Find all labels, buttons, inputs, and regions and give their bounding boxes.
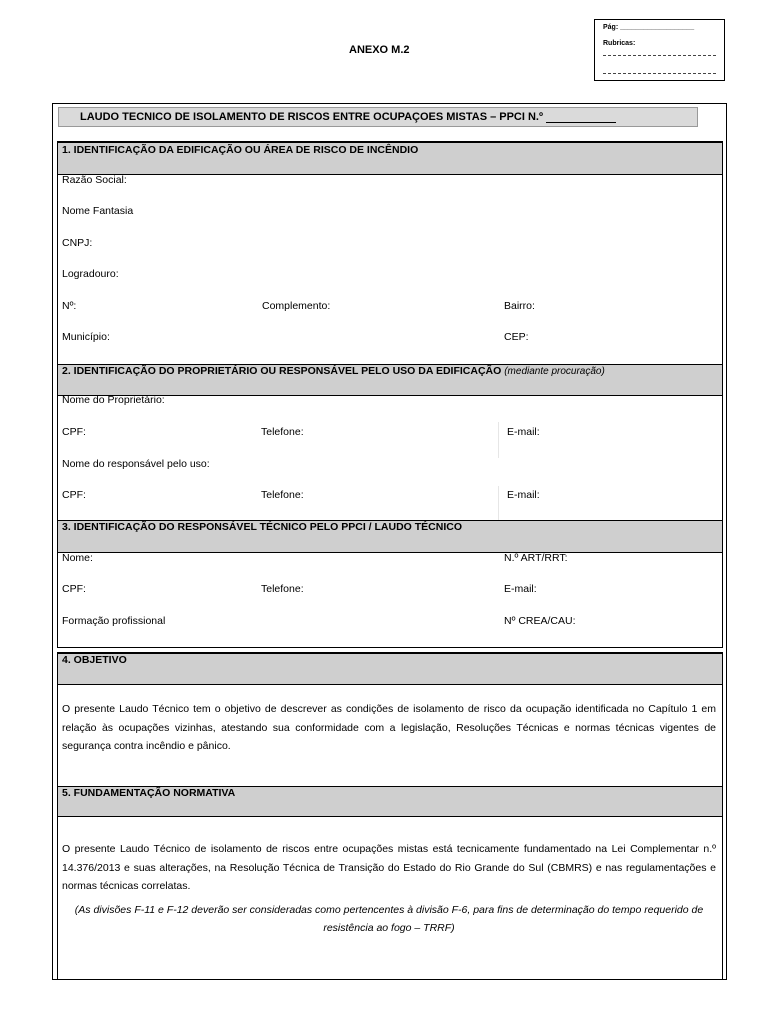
annex-title: ANEXO M.2 (349, 44, 410, 56)
razao-social-label: Razão Social: (62, 174, 127, 186)
telefone-proprietario-label: Telefone: (261, 426, 304, 438)
cpf-tecnico-label: CPF: (62, 583, 86, 595)
nome-responsavel-tecnico-label: Nome: (62, 552, 93, 564)
nome-fantasia-label: Nome Fantasia (62, 205, 134, 217)
page-stamp-box (594, 19, 725, 81)
rubricas-line-1 (603, 55, 716, 56)
section-3-header: 3. IDENTIFICAÇÃO DO RESPONSÁVEL TÉCNICO PELO PPCI / LAUDO TÉCNICO (58, 520, 722, 553)
section-2-header (58, 364, 722, 396)
cpf-proprietario-label: CPF: (62, 426, 86, 438)
section-5-header: 5. FUNDAMENTAÇÃO NORMATIVA (58, 786, 722, 817)
formacao-profissional-label: Formação profissional (62, 615, 166, 627)
bairro-label: Bairro: (504, 300, 535, 312)
email-proprietario-label: E-mail: (507, 426, 540, 438)
telefone-responsavel-label: Telefone: (261, 489, 304, 501)
crea-cau-label: Nº CREA/CAU: (504, 615, 576, 627)
email-responsavel-label: E-mail: (507, 489, 540, 501)
rubricas-label: Rubricas: (603, 40, 636, 47)
objetivo-text: O presente Laudo Técnico tem o objetivo de descrever as condições de isolamento de risco da ocupação identificada no Capítulo 1 em relação às ocupações vizinhas, atestando sua conformidade com a legislação, Resoluções Técnicas e normas técnicas vigentes de segurança contra incêndio e pânico. (62, 703, 716, 752)
section-1-header: 1. IDENTIFICAÇÃO DA EDIFICAÇÃO OU ÁREA DE RISCO DE INCÊNDIO (58, 142, 722, 175)
logradouro-label: Logradouro: (62, 268, 119, 280)
fundamentacao-text: O presente Laudo Técnico de isolamento de riscos entre ocupações mistas está tecnicamente fundamentado na Lei Complementar n.º 14.376/2013 e suas alterações, na Resolução Técnica de Transição do Estado do Rio Grande do Sul (CBMRS) e nas regulamentações e normas técnicas correlatas. (62, 843, 716, 892)
ppci-number-field[interactable] (546, 111, 616, 123)
email-tecnico-label: E-mail: (504, 583, 537, 595)
cep-label: CEP: (504, 331, 529, 343)
cpf-responsavel-label: CPF: (62, 489, 86, 501)
section-4-header: 4. OBJETIVO (58, 653, 722, 685)
cnpj-label: CNPJ: (62, 237, 93, 249)
municipio-label: Município: (62, 331, 110, 343)
section-2-title: 2. IDENTIFICAÇÃO DO PROPRIETÁRIO OU RESPONSÁVEL PELO USO DA EDIFICAÇÃO (62, 365, 502, 377)
nome-proprietario-label: Nome do Proprietário: (62, 394, 165, 406)
field-divider (498, 486, 499, 520)
rubricas-line-2 (603, 73, 716, 74)
form-title (58, 107, 698, 127)
field-divider (498, 422, 499, 458)
numero-label: Nº: (62, 300, 77, 312)
form-title-text: LAUDO TECNICO DE ISOLAMENTO DE RISCOS ENTRE OCUPAÇOES MISTAS – PPCI N.º (80, 111, 544, 123)
complemento-label: Complemento: (262, 300, 331, 312)
art-rrt-label: N.º ART/RRT: (504, 552, 568, 564)
trrf-note: (As divisões F-11 e F-12 deverão ser consideradas como pertencentes à divisão F-6, para fins de determinação do tempo requerido de resistência ao fogo – TRRF) (74, 904, 704, 934)
nome-responsavel-uso-label: Nome do responsável pelo uso: (62, 458, 210, 470)
telefone-tecnico-label: Telefone: (261, 583, 304, 595)
section-2-note: (mediante procuração) (504, 366, 605, 377)
page-number-label: Pág: ___________________ (603, 24, 695, 31)
